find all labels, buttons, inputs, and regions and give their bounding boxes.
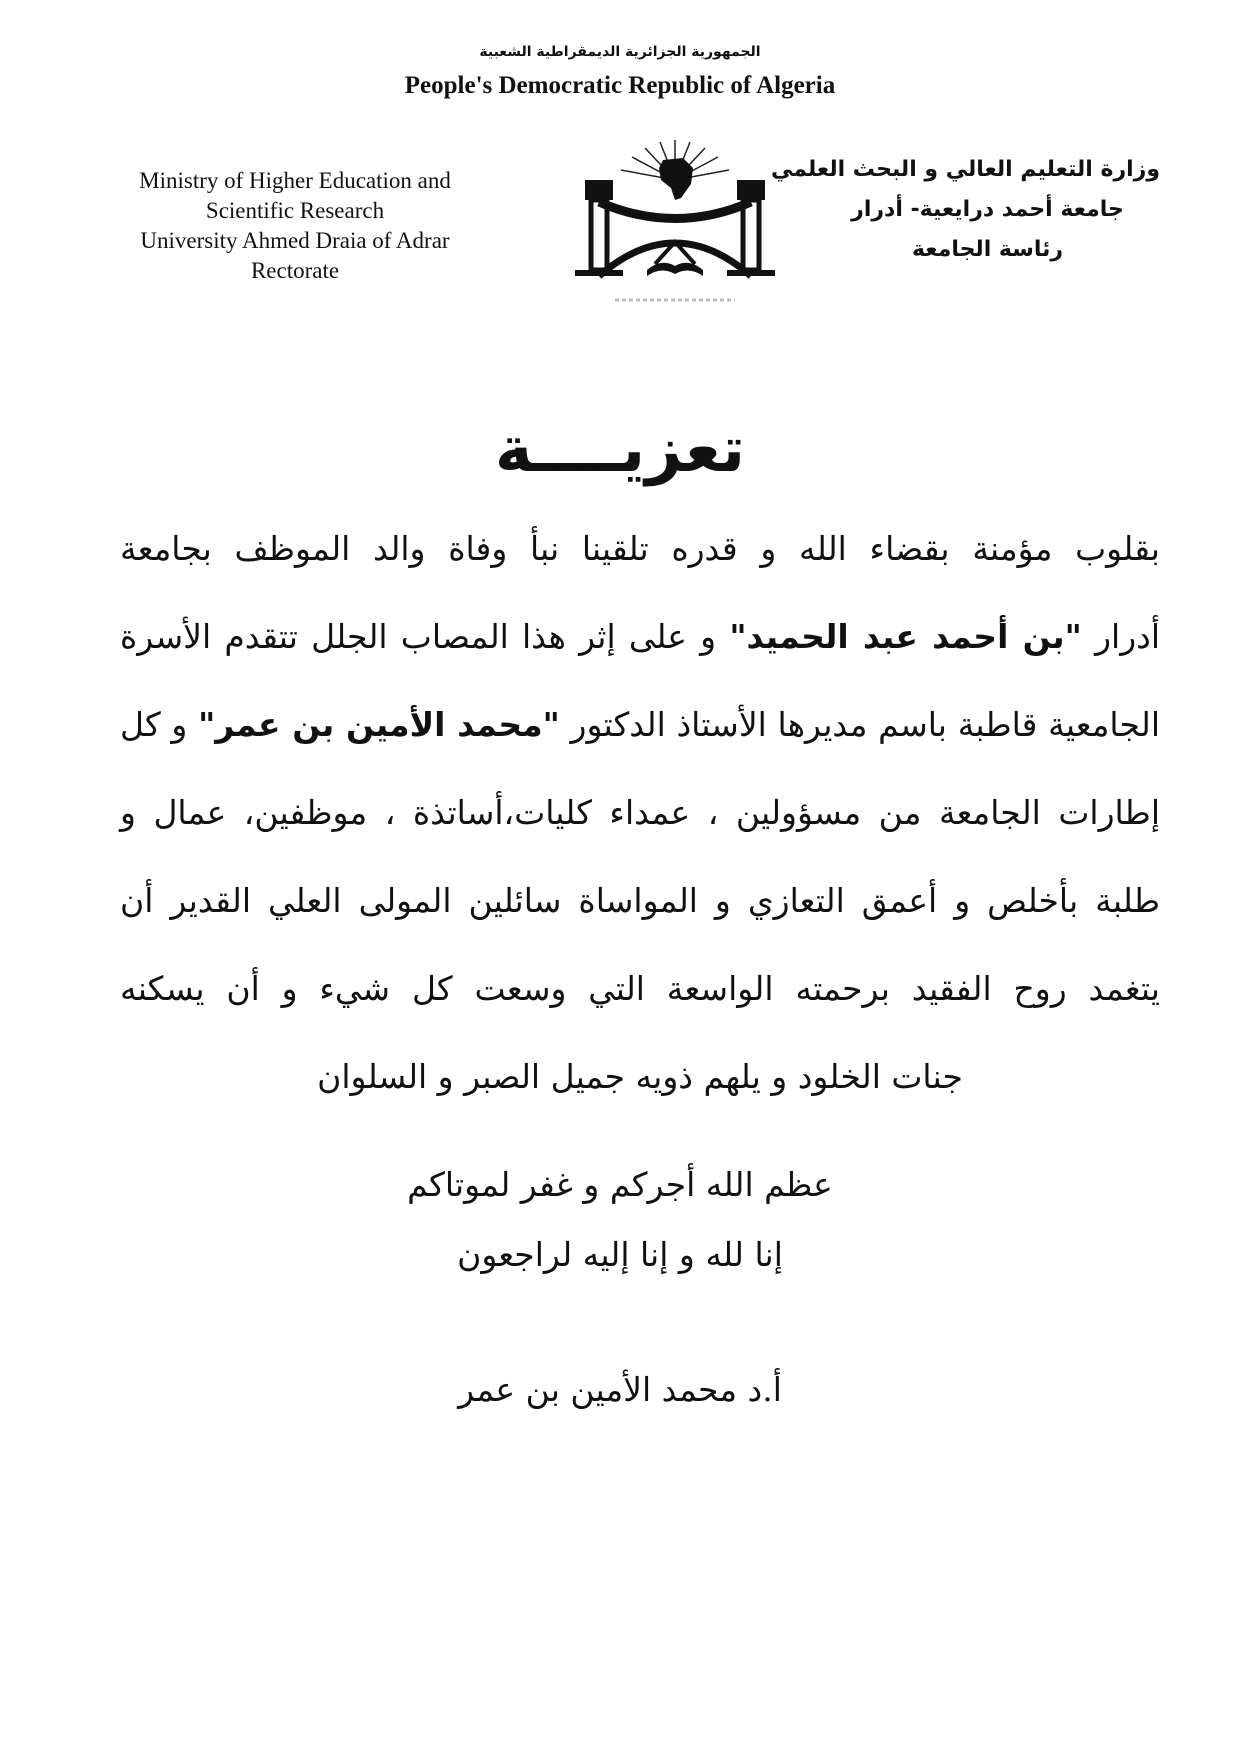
university-line: University Ahmed Draia of Adrar xyxy=(140,228,450,253)
rectorate-line-arabic: رئاسة الجامعة xyxy=(911,237,1064,262)
closing-prayer xyxy=(0,1150,1240,1290)
ministry-line-arabic: وزارة التعليم العالي و البحث العلمي xyxy=(770,157,1160,182)
ministry-block-arabic xyxy=(770,150,1160,270)
closing-line: عظم الله أجركم و غفر لموتاكم xyxy=(407,1165,833,1204)
body-text-segment: و كل xyxy=(120,705,199,744)
body-line: جنات الخلود و يلهم ذويه جميل الصبر و السلوان xyxy=(317,1057,963,1096)
university-line-arabic: جامعة أحمد درايعية- أدرار xyxy=(851,197,1124,222)
body-line xyxy=(120,681,1160,769)
body-text-segment: أدرار xyxy=(1081,617,1160,656)
rector-name: "محمد الأمين بن عمر" xyxy=(198,705,560,744)
body-text-segment: و على إثر هذا المصاب الجلل تتقدم الأسرة xyxy=(120,617,730,656)
ministry-line: Ministry of Higher Education and xyxy=(139,168,451,193)
state-name-english: People's Democratic Republic of Algeria xyxy=(404,72,836,99)
deceased-employee-name: "بن أحمد عبد الحميد" xyxy=(729,617,1082,656)
body-line: بقلوب مؤمنة بقضاء الله و قدره تلقينا نبأ وفاة والد الموظف بجامعة xyxy=(120,529,1160,568)
body-line xyxy=(120,593,1160,681)
closing-line: إنا لله و إنا إليه لراجعون xyxy=(457,1235,783,1274)
signature: أ.د محمد الأمين بن عمر xyxy=(458,1370,782,1409)
ministry-line: Scientific Research xyxy=(205,198,385,223)
document-title: تعزيــــة xyxy=(494,413,746,487)
ministry-block-english xyxy=(115,166,475,286)
state-name-arabic: الجمهورية الجزائرية الديمقراطية الشعبية xyxy=(479,44,761,60)
rectorate-line: Rectorate xyxy=(250,258,340,283)
condolence-body xyxy=(120,505,1160,1121)
body-line: يتغمد روح الفقيد برحمته الواسعة التي وسعت كل شيء و أن يسكنه xyxy=(120,969,1160,1008)
body-text-segment: الجامعية قاطبة باسم مديرها الأستاذ الدكتور xyxy=(559,705,1160,744)
university-logo-icon xyxy=(555,140,795,310)
body-line: طلبة بأخلص و أعمق التعازي و المواساة سائلين المولى العلي القدير أن xyxy=(120,881,1160,920)
body-line: إطارات الجامعة من مسؤولين ، عمداء كليات،أساتذة ، موظفين، عمال و xyxy=(120,793,1160,832)
